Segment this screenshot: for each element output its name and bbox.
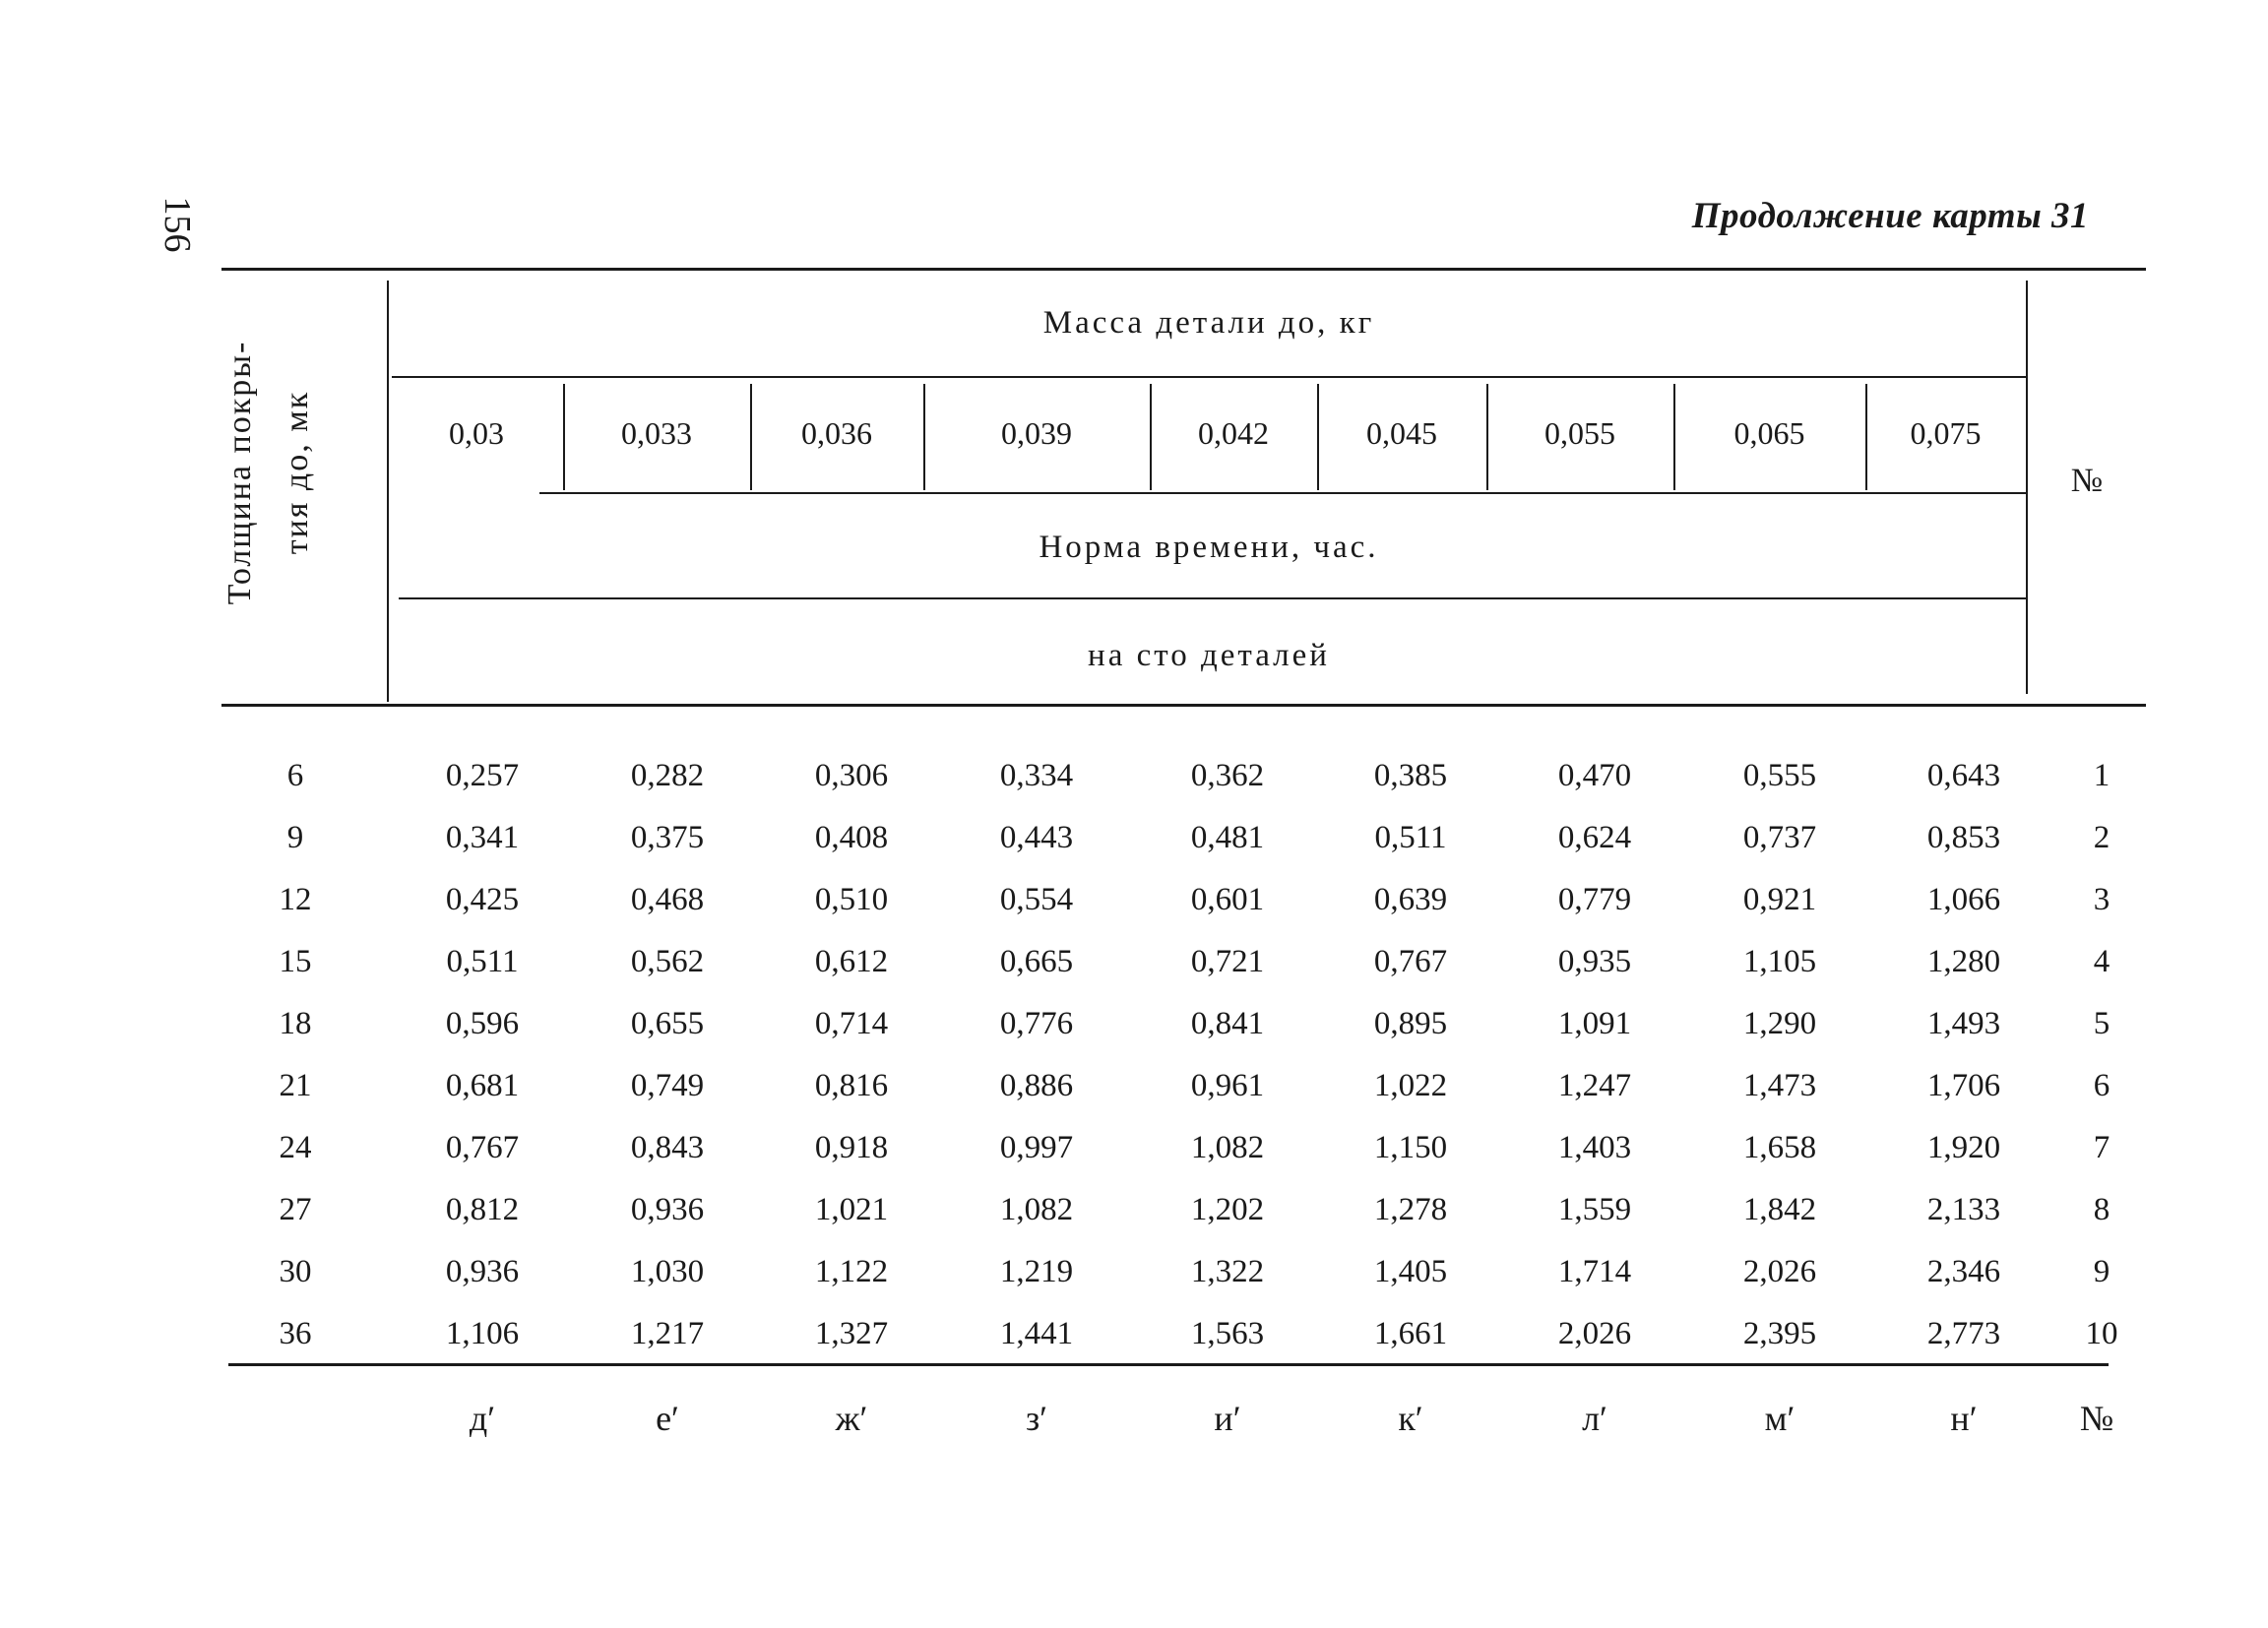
page-number: 156 bbox=[157, 196, 198, 253]
norm-cell: 0,816 bbox=[814, 1068, 889, 1103]
norm-cell: 1,403 bbox=[1557, 1130, 1632, 1165]
header-bottom-rule bbox=[221, 704, 2146, 707]
norm-cell: 0,341 bbox=[445, 820, 520, 855]
norm-cell: 0,853 bbox=[1926, 820, 2001, 855]
norm-cell: 1,030 bbox=[630, 1254, 705, 1289]
thickness-cell: 6 bbox=[286, 758, 304, 793]
norm-cell: 1,150 bbox=[1373, 1130, 1448, 1165]
norm-cell: 1,322 bbox=[1190, 1254, 1265, 1289]
norm-cell: 0,665 bbox=[999, 944, 1074, 979]
norm-cell: 1,714 bbox=[1557, 1254, 1632, 1289]
norm-cell: 1,022 bbox=[1373, 1068, 1448, 1103]
row-number-cell: 10 bbox=[2085, 1316, 2118, 1351]
norm-cell: 1,559 bbox=[1557, 1192, 1632, 1227]
norm-cell: 0,921 bbox=[1742, 882, 1817, 917]
norm-cell: 1,202 bbox=[1190, 1192, 1265, 1227]
norm-cell: 0,961 bbox=[1190, 1068, 1265, 1103]
norm-cell: 0,779 bbox=[1557, 882, 1632, 917]
norm-cell: 1,247 bbox=[1557, 1068, 1632, 1103]
norm-cell: 0,555 bbox=[1742, 758, 1817, 793]
norm-cell: 1,920 bbox=[1926, 1130, 2001, 1165]
norm-cell: 0,714 bbox=[814, 1006, 889, 1041]
norm-cell: 0,601 bbox=[1190, 882, 1265, 917]
norm-cell: 0,721 bbox=[1190, 944, 1265, 979]
norm-cell: 1,290 bbox=[1742, 1006, 1817, 1041]
column-letter: м′ bbox=[1764, 1399, 1796, 1438]
norm-cell: 0,408 bbox=[814, 820, 889, 855]
norm-cell: 0,737 bbox=[1742, 820, 1817, 855]
mass-value: 0,042 bbox=[1198, 415, 1269, 451]
norm-cell: 2,026 bbox=[1557, 1316, 1632, 1351]
norm-cell: 1,082 bbox=[1190, 1130, 1265, 1165]
column-letter: н′ bbox=[1950, 1399, 1978, 1438]
thickness-cell: 15 bbox=[279, 944, 312, 979]
norm-cell: 1,706 bbox=[1926, 1068, 2001, 1103]
mass-value: 0,03 bbox=[449, 415, 504, 451]
norm-cell: 1,082 bbox=[999, 1192, 1074, 1227]
column-letter: к′ bbox=[1398, 1399, 1423, 1438]
norm-cell: 0,681 bbox=[445, 1068, 520, 1103]
column-letter: ж′ bbox=[835, 1399, 868, 1438]
norm-cell: 1,563 bbox=[1190, 1316, 1265, 1351]
norm-cell: 1,441 bbox=[999, 1316, 1074, 1351]
norm-cell: 0,767 bbox=[445, 1130, 520, 1165]
mass-rule bbox=[392, 376, 2026, 378]
norm-cell: 0,612 bbox=[814, 944, 889, 979]
norm-cell: 1,658 bbox=[1742, 1130, 1817, 1165]
column-letter: з′ bbox=[1025, 1399, 1048, 1438]
row-number-cell: 4 bbox=[2093, 944, 2110, 979]
norm-cell: 0,886 bbox=[999, 1068, 1074, 1103]
thickness-cell: 12 bbox=[279, 882, 312, 917]
thickness-cell: 36 bbox=[279, 1316, 312, 1351]
norm-cell: 0,812 bbox=[445, 1192, 520, 1227]
norm-cell: 0,936 bbox=[630, 1192, 705, 1227]
mass-value: 0,039 bbox=[1001, 415, 1072, 451]
norm-cell: 0,596 bbox=[445, 1006, 520, 1041]
norm-cell: 1,280 bbox=[1926, 944, 2001, 979]
row-number-cell: 5 bbox=[2093, 1006, 2110, 1041]
norm-cell: 0,624 bbox=[1557, 820, 1632, 855]
norm-cell: 1,493 bbox=[1926, 1006, 2001, 1041]
norm-cell: 0,767 bbox=[1373, 944, 1448, 979]
norm-cell: 0,643 bbox=[1926, 758, 2001, 793]
norm-cell: 0,655 bbox=[630, 1006, 705, 1041]
norm-cell: 2,773 bbox=[1926, 1316, 2001, 1351]
row-number-cell: 6 bbox=[2093, 1068, 2110, 1103]
norm-cell: 1,405 bbox=[1373, 1254, 1448, 1289]
norm-cell: 1,105 bbox=[1742, 944, 1817, 979]
mass-values-rule bbox=[539, 492, 2026, 494]
norm-cell: 1,066 bbox=[1926, 882, 2001, 917]
norm-cell: 0,895 bbox=[1373, 1006, 1448, 1041]
norm-cell: 0,936 bbox=[445, 1254, 520, 1289]
row-number-cell: 1 bbox=[2093, 758, 2110, 793]
thickness-cell: 30 bbox=[279, 1254, 312, 1289]
norm-cell: 0,334 bbox=[999, 758, 1074, 793]
continuation-title: Продолжение карты 31 bbox=[1691, 196, 2089, 236]
column-letter: и′ bbox=[1214, 1399, 1241, 1438]
norm-cell: 1,473 bbox=[1742, 1068, 1817, 1103]
mass-header: Масса детали до, кг bbox=[1042, 305, 1375, 341]
thickness-cell: 27 bbox=[279, 1192, 312, 1227]
number-header: № bbox=[2070, 463, 2104, 499]
norm-cell: 1,842 bbox=[1742, 1192, 1817, 1227]
norm-cell: 0,554 bbox=[999, 882, 1074, 917]
column-letter: е′ bbox=[656, 1399, 679, 1438]
norm-rule bbox=[399, 597, 2026, 599]
norm-cell: 0,282 bbox=[630, 758, 705, 793]
mass-value: 0,065 bbox=[1733, 415, 1805, 451]
norm-cell: 0,510 bbox=[814, 882, 889, 917]
norm-cell: 0,470 bbox=[1557, 758, 1632, 793]
norm-cell: 0,562 bbox=[630, 944, 705, 979]
norm-cell: 1,122 bbox=[814, 1254, 889, 1289]
norm-cell: 0,997 bbox=[999, 1130, 1074, 1165]
row-number-cell: 8 bbox=[2093, 1192, 2110, 1227]
thickness-cell: 21 bbox=[279, 1068, 312, 1103]
norm-cell: 1,091 bbox=[1557, 1006, 1632, 1041]
norm-cell: 1,106 bbox=[445, 1316, 520, 1351]
norm-cell: 0,639 bbox=[1373, 882, 1448, 917]
row-number-cell: 2 bbox=[2093, 820, 2110, 855]
thickness-cell: 9 bbox=[286, 820, 304, 855]
thickness-header-text: Толщина покры- тия до, мк bbox=[221, 340, 315, 605]
table-bottom-rule bbox=[228, 1363, 2109, 1366]
thickness-cell: 18 bbox=[279, 1006, 312, 1041]
norm-cell: 0,481 bbox=[1190, 820, 1265, 855]
per-hundred-header: на сто деталей bbox=[1088, 638, 1330, 673]
norm-cell: 1,217 bbox=[630, 1316, 705, 1351]
norm-cell: 1,278 bbox=[1373, 1192, 1448, 1227]
norm-cell: 0,843 bbox=[630, 1130, 705, 1165]
norm-cell: 1,219 bbox=[999, 1254, 1074, 1289]
row-number-cell: 3 bbox=[2093, 882, 2110, 917]
mass-value: 0,033 bbox=[621, 415, 692, 451]
norm-cell: 2,395 bbox=[1742, 1316, 1817, 1351]
norm-cell: 1,021 bbox=[814, 1192, 889, 1227]
column-letter: д′ bbox=[469, 1399, 496, 1438]
stub-divider bbox=[387, 281, 389, 702]
norm-cell: 0,935 bbox=[1557, 944, 1632, 979]
norm-cell: 0,841 bbox=[1190, 1006, 1265, 1041]
norm-header: Норма времени, час. bbox=[1039, 530, 1379, 565]
norm-cell: 0,918 bbox=[814, 1130, 889, 1165]
row-number-cell: 9 bbox=[2093, 1254, 2110, 1289]
norm-cell: 0,511 bbox=[446, 944, 519, 979]
norm-cell: 2,346 bbox=[1926, 1254, 2001, 1289]
footer-number: № bbox=[2079, 1399, 2114, 1438]
norm-cell: 0,385 bbox=[1373, 758, 1448, 793]
thickness-header bbox=[212, 226, 330, 719]
norm-cell: 0,306 bbox=[814, 758, 889, 793]
norm-cell: 0,776 bbox=[999, 1006, 1074, 1041]
norm-cell: 0,362 bbox=[1190, 758, 1265, 793]
mass-value: 0,075 bbox=[1910, 415, 1982, 451]
mass-value: 0,055 bbox=[1544, 415, 1615, 451]
norm-cell: 0,468 bbox=[630, 882, 705, 917]
norm-cell: 1,661 bbox=[1373, 1316, 1448, 1351]
norm-cell: 0,749 bbox=[630, 1068, 705, 1103]
mass-value: 0,045 bbox=[1366, 415, 1437, 451]
row-number-cell: 7 bbox=[2093, 1130, 2110, 1165]
norm-cell: 0,425 bbox=[445, 882, 520, 917]
thickness-cell: 24 bbox=[279, 1130, 312, 1165]
norm-cell: 2,026 bbox=[1742, 1254, 1817, 1289]
top-rule bbox=[221, 268, 2146, 271]
norm-cell: 0,375 bbox=[630, 820, 705, 855]
norm-cell: 0,257 bbox=[445, 758, 520, 793]
column-letter: л′ bbox=[1582, 1399, 1607, 1438]
norm-cell: 2,133 bbox=[1926, 1192, 2001, 1227]
norm-cell: 0,443 bbox=[999, 820, 1074, 855]
norm-cell: 0,511 bbox=[1374, 820, 1447, 855]
norm-cell: 1,327 bbox=[814, 1316, 889, 1351]
mass-value: 0,036 bbox=[801, 415, 872, 451]
